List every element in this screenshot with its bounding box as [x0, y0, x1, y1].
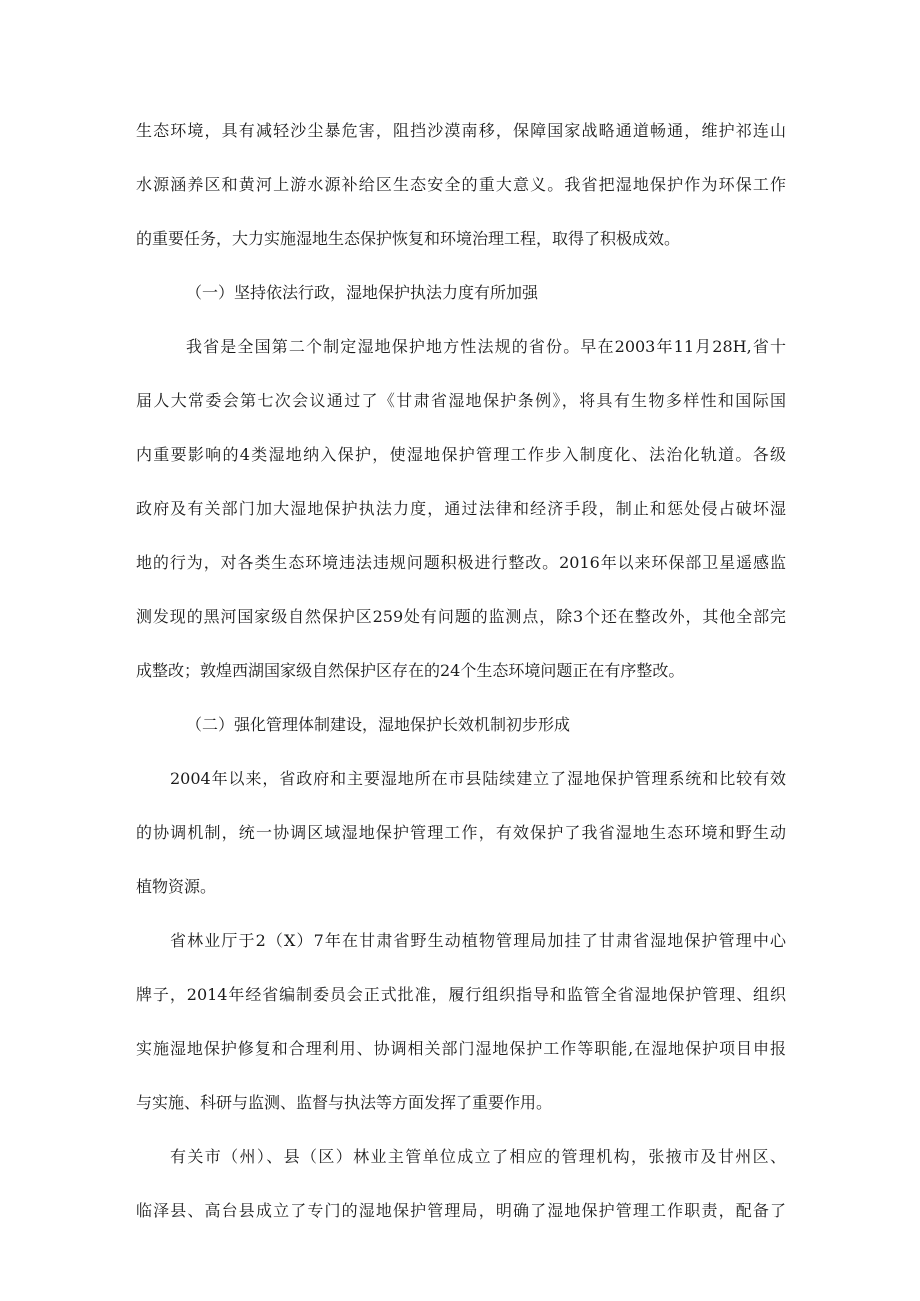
text-line: 与实施、科研与监测、监督与执法等方面发挥了重要作用。: [136, 1093, 553, 1112]
section-heading: （二）强化管理体制建设，湿地保护长效机制初步形成: [186, 715, 571, 734]
text-line: 内重要影响的4类湿地纳入保护，使湿地保护管理工作步入制度化、法治化轨道。各级: [136, 445, 786, 464]
text-line: 届人大常委会第七次会议通过了《甘肃省湿地保护条例》，将具有生物多样性和国际国: [136, 391, 786, 410]
text-line: 有关市（州）、县（区）林业主管单位成立了相应的管理机构，张掖市及甘州区、: [170, 1147, 786, 1166]
text-line: 的协调机制，统一协调区域湿地保护管理工作，有效保护了我省湿地生态环境和野生动: [136, 823, 786, 842]
text-line: 临泽县、高台县成立了专门的湿地保护管理局，明确了湿地保护管理工作职责，配备了: [136, 1201, 786, 1220]
text-line: 植物资源。: [136, 877, 217, 896]
text-line: 牌子，2014年经省编制委员会正式批准，履行组织指导和监管全省湿地保护管理、组织: [136, 985, 786, 1004]
text-line: 水源涵养区和黄河上游水源补给区生态安全的重大意义。我省把湿地保护作为环保工作: [136, 175, 786, 194]
text-line: 政府及有关部门加大湿地保护执法力度，通过法律和经济手段，制止和惩处侵占破坏湿: [136, 499, 786, 518]
text-line: 生态环境，具有减轻沙尘暴危害，阻挡沙漠南移，保障国家战略通道畅通，维护祁连山: [136, 121, 786, 140]
text-line: 的重要任务，大力实施湿地生态保护恢复和环境治理工程，取得了积极成效。: [136, 229, 681, 248]
text-line: 地的行为，对各类生态环境违法违规问题积极进行整改。2016年以来环保部卫星遥感监: [136, 553, 786, 572]
text-line: 我省是全国第二个制定湿地保护地方性法规的省份。早在2003年11月28H,省十: [186, 337, 786, 356]
text-line: 2004年以来，省政府和主要湿地所在市县陆续建立了湿地保护管理系统和比较有效: [170, 769, 786, 788]
text-line: 实施湿地保护修复和合理利用、协调相关部门湿地保护工作等职能,在湿地保护项目申报: [136, 1039, 786, 1058]
text-line: 成整改；敦煌西湖国家级自然保护区存在的24个生态环境问题正在有序整改。: [136, 661, 685, 680]
section-heading: （一）坚持依法行政，湿地保护执法力度有所加强: [186, 283, 539, 302]
text-line: 测发现的黑河国家级自然保护区259处有问题的监测点，除3个还在整改外，其他全部完: [136, 607, 786, 626]
text-line: 省林业厅于2（X）7年在甘肃省野生动植物管理局加挂了甘肃省湿地保护管理中心: [170, 931, 786, 950]
